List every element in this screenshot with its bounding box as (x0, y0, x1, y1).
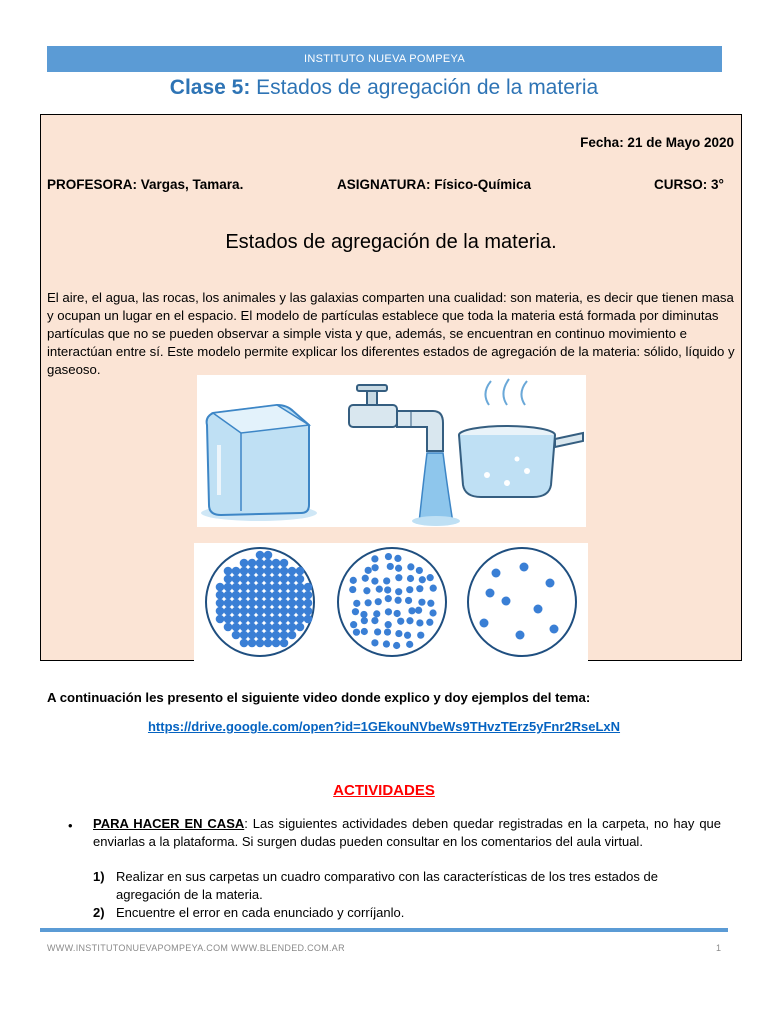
date-label: Fecha: 21 de Mayo 2020 (580, 135, 734, 150)
activities-title: ACTIVIDADES (333, 782, 435, 799)
section-heading: Estados de agregación de la materia. (225, 231, 557, 253)
page-number: 1 (716, 943, 722, 953)
class-number: Clase 5: (169, 76, 251, 99)
gas-particles-icon (468, 548, 576, 656)
content-box (40, 114, 742, 661)
class-topic: Estados de agregación de la materia (250, 76, 599, 99)
solid-particles-icon (206, 548, 314, 656)
water-tap-icon (349, 385, 460, 526)
video-intro: A continuación les presento el siguiente video donde explico y doy ejemplos del tema: (47, 690, 591, 705)
ice-cube-icon (201, 405, 317, 521)
liquid-particles-icon (338, 548, 446, 656)
home-activity-bullet (93, 815, 721, 851)
boiling-pot-icon (459, 379, 583, 497)
header-bar (47, 46, 722, 72)
states-illustration (197, 375, 586, 527)
activity-number-2: 2) (93, 905, 105, 920)
particle-model-illustration (194, 543, 588, 661)
footer-divider (40, 928, 728, 932)
subject-label: ASIGNATURA: Físico-Química (337, 177, 532, 192)
course-label: CURSO: 3° (654, 177, 724, 192)
bullet-icon: • (68, 818, 73, 833)
intro-paragraph: El aire, el agua, las rocas, los animales y las galaxias comparten una cualidad: son materia, es decir que tienen masa y ocupan un lugar en el espacio. El modelo de partículas establece que toda la materia está formada por diminutas partículas que no se pueden observar a simple vista y que, además, se encuentran en continuo movimiento e interactúan entre sí. Este modelo permite explicar los diferentes estados de agregación de la materia: sólido, líquido y gaseoso. (47, 290, 735, 377)
teacher-label: PROFESORA: Vargas, Tamara. (47, 177, 244, 192)
institute-name: INSTITUTO NUEVA POMPEYA (304, 53, 465, 65)
class-title (0, 76, 768, 100)
activity-text-2: Encuentre el error en cada enunciado y corríjanlo. (116, 905, 405, 920)
activity-text-1: Realizar en sus carpetas un cuadro comparativo con las características de los tres estados de agregación de la materia. (116, 869, 658, 902)
activity-number-1: 1) (93, 869, 105, 884)
home-activity-label: PARA HACER EN CASA (93, 816, 245, 831)
video-link[interactable]: https://drive.google.com/open?id=1GEkouNVbeWs9THvzTErz5yFnr2RseLxN (147, 719, 621, 734)
home-activity-text: : Las siguientes actividades deben quedar registradas en la carpeta, no hay que enviarlas a la plataforma. Si surgen dudas pueden consultar en los comentarios del aula virtual. (93, 816, 722, 849)
footer-sites: WWW.INSTITUTONUEVAPOMPEYA.COM WWW.BLENDED.COM.AR (47, 943, 345, 953)
